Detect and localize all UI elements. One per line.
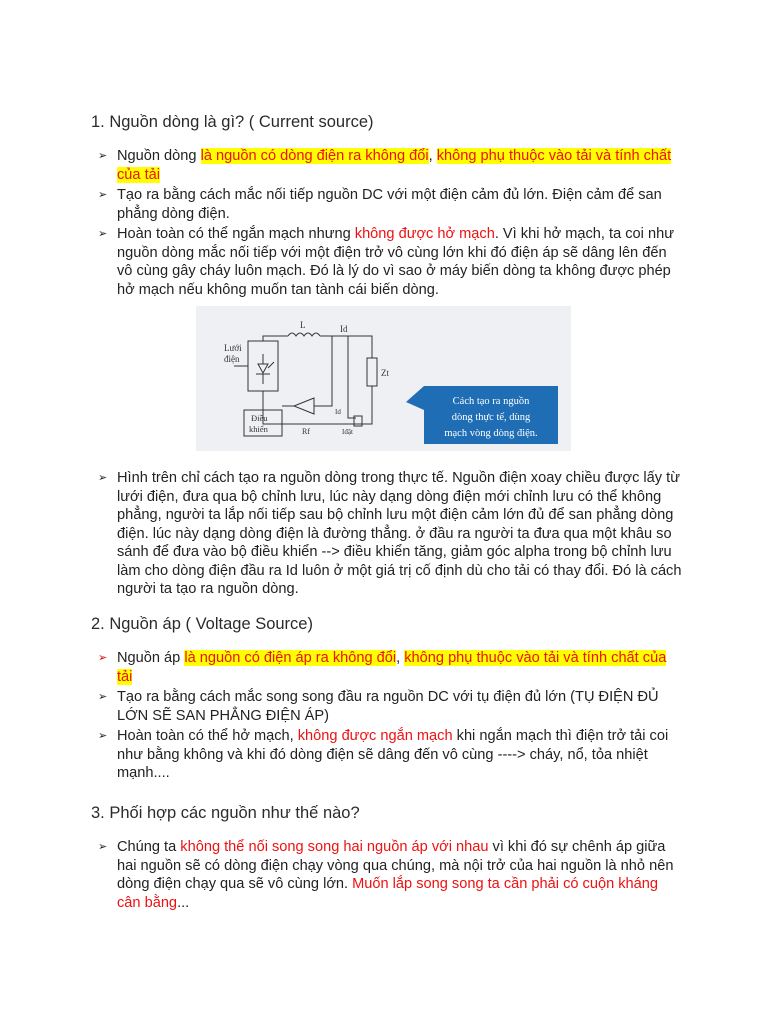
text-run: Hoàn toàn có thể ngắn mạch nhưng <box>117 226 355 242</box>
highlighted-text: không phụ thuộc vào tải và tính chất của tải <box>117 650 667 685</box>
list-item <box>96 838 682 912</box>
emphasis-text: không thể nối song song hai nguồn áp với nhau <box>180 839 489 855</box>
section-1-list-continued <box>96 469 682 601</box>
list-item <box>96 469 682 599</box>
rf-label: Rf <box>302 427 310 436</box>
bullet-arrow-icon: ➢ <box>98 730 108 742</box>
load-label: Zt <box>381 368 389 378</box>
inductor-label: L <box>300 320 306 330</box>
bullet-arrow-icon: ➢ <box>98 652 108 664</box>
comparator-icon <box>294 398 314 414</box>
control-label: khiển <box>249 424 268 434</box>
circuit-diagram <box>196 306 571 451</box>
list-item <box>96 649 682 686</box>
text-run: Tạo ra bằng cách mắc nối tiếp nguồn DC với một điện cảm đủ lớn. Điện cảm để san phẳng dòng điện. <box>117 187 662 222</box>
text-run: Tạo ra bằng cách mắc song song đầu ra nguồn DC với tụ điện đủ lớn (TỤ ĐIỆN ĐỦ LỚN SẼ SAN PHẲNG ĐIỆN ÁP) <box>117 689 659 724</box>
highlighted-text: không phụ thuộc vào tải và tính chất của tải <box>117 148 672 183</box>
section-2-heading: 2. Nguồn áp ( Voltage Source) <box>91 615 313 633</box>
text-run: vì khi đó sự chênh áp giữa hai nguồn sẽ có dòng điện chạy vòng qua chúng, mà nội trở của hai nguồn là nhỏ nên dòng điện chạy qua sẽ vô cùng lớn. <box>117 839 674 892</box>
callout-text: dòng thực tế, dùng <box>451 412 531 423</box>
grid-label: điện <box>224 354 240 364</box>
highlighted-text: là nguồn có điện áp ra không đổi <box>184 650 397 666</box>
text-run: ... <box>177 894 190 911</box>
inductor-icon <box>288 333 320 336</box>
text-run: , <box>396 650 405 666</box>
text-run: . Vì khi hở mạch, ta coi như nguồn dòng mắc nối tiếp với một điện trở vô cùng lớn khi đó điện áp sẽ dâng lên đến vô cùng gây cháy luôn mạch. Đó là lý do vì sao ở máy biến dòng ta không được phép hở mạch nếu không muốn tan tành cái biến dòng. <box>117 226 674 298</box>
list-item <box>96 688 682 725</box>
bullet-arrow-icon: ➢ <box>98 228 108 240</box>
thyristor-icon <box>256 354 274 384</box>
list-item <box>96 147 682 184</box>
bullet-arrow-icon: ➢ <box>98 189 108 201</box>
grid-label: Lưới <box>224 343 242 353</box>
bullet-arrow-icon: ➢ <box>98 691 108 703</box>
list-item <box>96 186 682 223</box>
emphasis-text: không được hở mạch <box>354 226 495 242</box>
text-run: Chúng ta <box>117 839 181 855</box>
idat-label: Iđặt <box>342 428 353 436</box>
id-small-label: Id <box>335 408 341 416</box>
callout-text: Cách tạo ra nguồn <box>452 396 530 407</box>
section-1-heading: 1. Nguồn dòng là gì? ( Current source) <box>91 113 374 131</box>
bullet-arrow-icon: ➢ <box>98 841 108 853</box>
current-label: Id <box>340 324 348 334</box>
list-item <box>96 727 682 783</box>
control-label: Điều <box>251 413 268 423</box>
load-resistor <box>367 358 377 386</box>
section-3-heading: 3. Phối hợp các nguồn như thế nào? <box>91 804 360 822</box>
emphasis-text: không được ngắn mạch <box>297 728 453 744</box>
text-run: Hình trên chỉ cách tạo ra nguồn dòng trong thực tế. Nguồn điện xoay chiều được lấy từ lưới điện, đưa qua bộ chỉnh lưu, lúc này dạng dòng điện mới chỉnh lưu có thể không phẳng, người ta lắp nối tiếp sau bộ chỉnh lưu một điện cảm lớn đủ để san phẳng dòng điện. lúc này dạng dòng điện là đường thẳng. ở đầu ra người ta đưa qua một khâu so sánh để đưa vào bộ điều khiển --> điều khiển tăng, giảm góc alpha trong bộ chỉnh lưu làm cho dòng điện đầu ra Id luôn ở một giá trị cố định dù cho tải có thay đổi. Đó là cách người ta tạo ra nguồn dòng. <box>117 470 682 597</box>
list-item <box>96 225 682 299</box>
callout-text: mạch vòng dòng điện. <box>444 428 538 439</box>
emphasis-text: Muốn lắp song song ta cần phải có cuộn kháng cân bằng <box>117 876 659 911</box>
current-source-circuit-figure <box>196 306 571 451</box>
text-run: Hoàn toàn có thể hở mạch, <box>117 728 298 744</box>
bullet-arrow-icon: ➢ <box>98 150 108 162</box>
section-3-list <box>96 838 682 914</box>
text-run: , <box>428 148 437 164</box>
highlighted-text: là nguồn có dòng điện ra không đổi <box>200 148 429 164</box>
text-run: Nguồn áp <box>117 650 185 666</box>
text-run: Nguồn dòng <box>117 148 201 164</box>
text-run: khi ngắn mạch thì điện trở tải coi như bằng không và khi đó dòng điện sẽ dâng đến vô cùng ----> cháy, nổ, tỏa nhiệt mạnh.... <box>117 728 669 781</box>
section-1-list <box>96 147 682 301</box>
section-2-list <box>96 649 682 785</box>
bullet-arrow-icon: ➢ <box>98 472 108 484</box>
